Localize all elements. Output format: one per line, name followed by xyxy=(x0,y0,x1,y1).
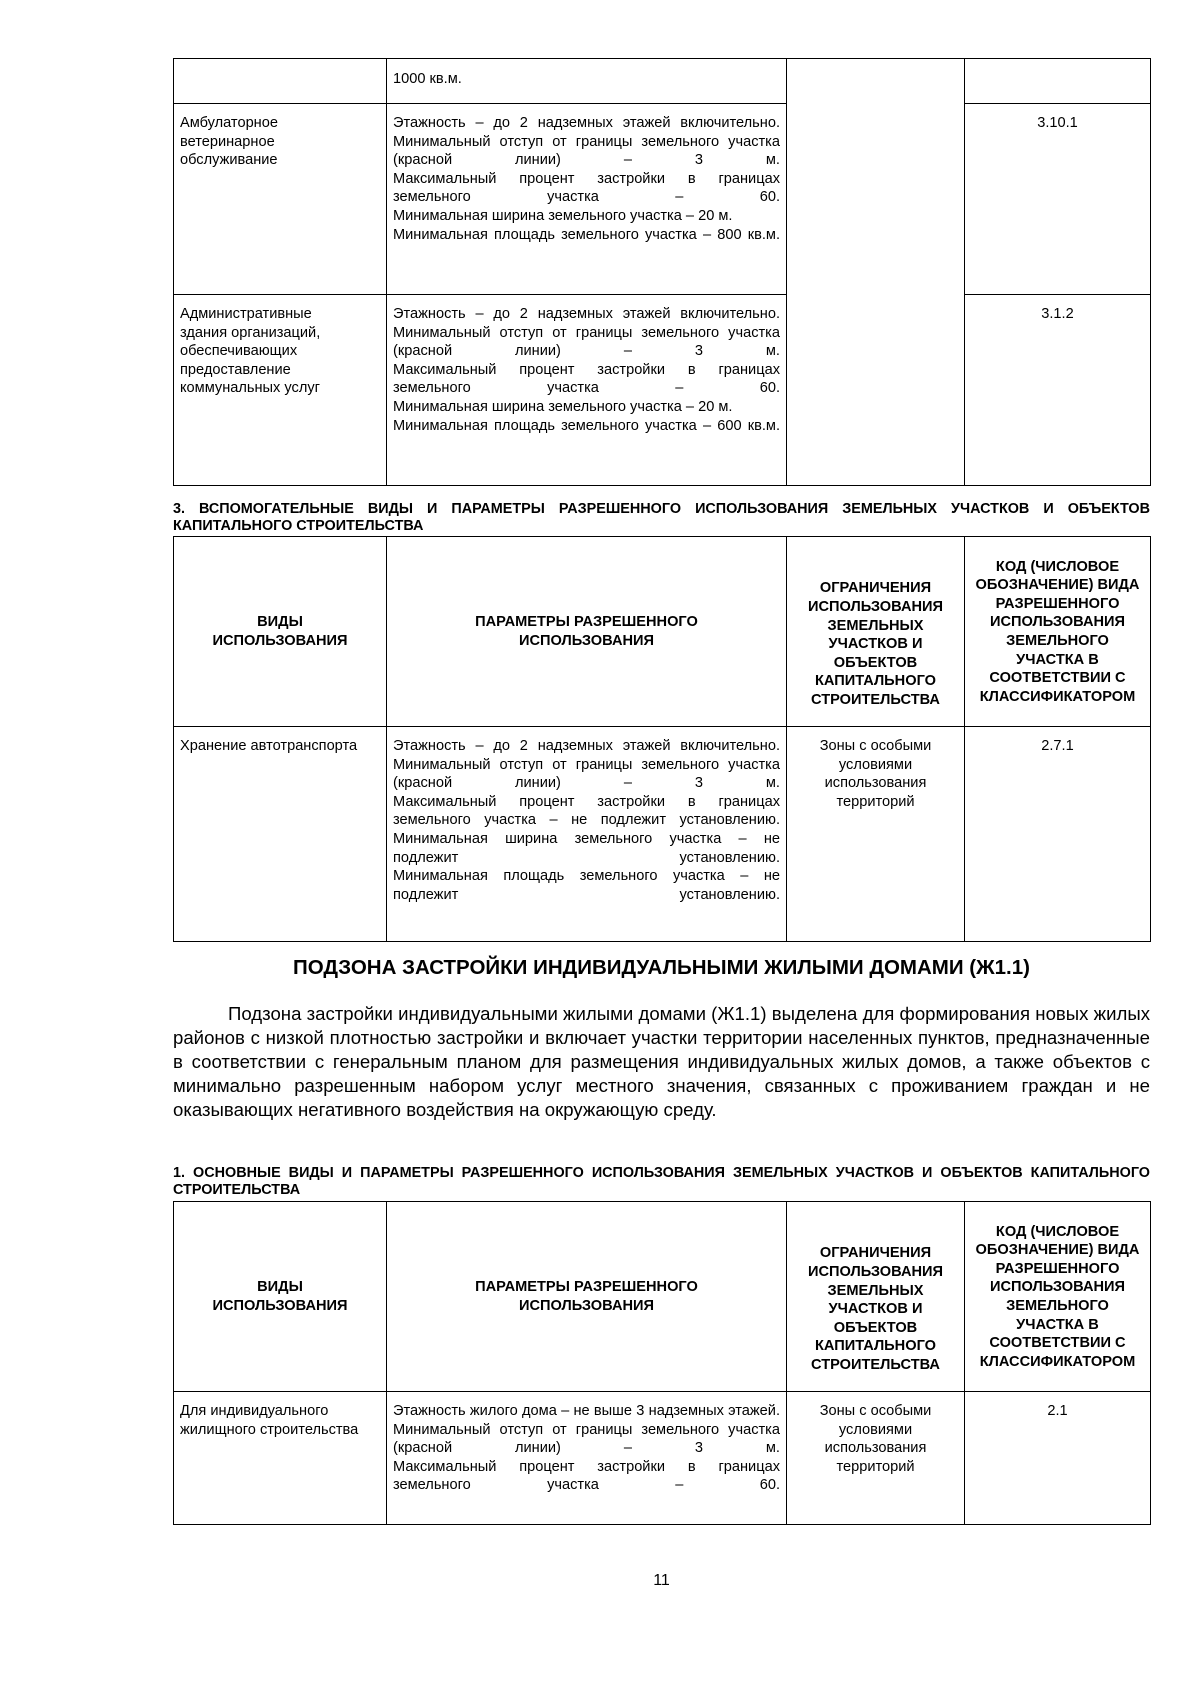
code-value: 2.7.1 xyxy=(1041,738,1074,754)
cell-code xyxy=(965,1392,1151,1525)
subzone-paragraph: Подзона застройки индивидуальными жилыми домами (Ж1.1) выделена для формирования новых жилых районов с низкой плотностью застройки и включает участки территории населенных пунктов, предназначенные в соответствии с генеральным планом для размещения индивидуальных жилых домов, а также объектов с минимально разрешенным набором услуг местного значения, связанных с проживанием граждан и не оказывающих негативного воздействия на окружающую среду. xyxy=(173,1003,1150,1121)
param-line: Этажность – до 2 надземных этажей включительно. xyxy=(393,115,780,131)
kind-label: Административные здания организаций, обеспечивающих предоставление коммунальных услуг xyxy=(180,306,321,397)
param-line: Минимальная площадь земельного участка – 600 кв.м. xyxy=(393,417,780,434)
table-continued xyxy=(173,58,1151,486)
header-kind: ВИДЫ ИСПОЛЬЗОВАНИЯ xyxy=(174,537,387,727)
cell-kind xyxy=(174,59,387,104)
param-line: Минимальная площадь земельного участка – не подлежит установлению. xyxy=(393,868,780,903)
cell-params xyxy=(387,295,787,486)
section-heading: 1. ОСНОВНЫЕ ВИДЫ И ПАРАМЕТРЫ РАЗРЕШЕННОГО ИСПОЛЬЗОВАНИЯ ЗЕМЕЛЬНЫХ УЧАСТКОВ И ОБЪЕКТОВ КАПИТАЛЬНОГО СТРОИТЕЛЬСТВА xyxy=(173,1165,1150,1198)
cell-limits xyxy=(787,727,965,942)
table-header-row xyxy=(174,1202,1151,1392)
header-params: ПАРАМЕТРЫ РАЗРЕШЕННОГО ИСПОЛЬЗОВАНИЯ xyxy=(387,537,787,727)
param-line: Минимальная ширина земельного участка – не подлежит установлению. xyxy=(393,830,780,866)
cell-params xyxy=(387,727,787,942)
limits-value: Зоны с особыми условиями использования территорий xyxy=(819,738,932,810)
table-main-uses xyxy=(173,1201,1151,1525)
param-line: Минимальная площадь земельного участка – 800 кв.м. xyxy=(393,226,780,243)
subzone-title: ПОДЗОНА ЗАСТРОЙКИ ИНДИВИДУАЛЬНЫМИ ЖИЛЫМИ ДОМАМИ (Ж1.1) xyxy=(293,956,1030,979)
param-line: Минимальная ширина земельного участка – 20 м. xyxy=(393,207,733,224)
cell-kind xyxy=(174,727,387,942)
cell-code xyxy=(965,104,1151,295)
table-row xyxy=(174,1392,1151,1525)
param-line: Минимальный отступ от границы земельного участка (красной линии) – 3 м. xyxy=(393,756,780,792)
table-header-row xyxy=(174,537,1151,727)
cell-params xyxy=(387,104,787,295)
param-line: Минимальная ширина земельного участка – 20 м. xyxy=(393,398,733,415)
header-kind: ВИДЫ ИСПОЛЬЗОВАНИЯ xyxy=(174,1202,387,1392)
table-row xyxy=(174,727,1151,942)
kind-label: Амбулаторное ветеринарное обслуживание xyxy=(180,115,278,169)
limits-value: Зоны с особыми условиями использования территорий xyxy=(819,1403,932,1475)
cell-code xyxy=(965,59,1151,104)
param-line: Этажность жилого дома – не выше 3 надземных этажей. xyxy=(393,1403,780,1419)
param-line: Минимальный отступ от границы земельного участка (красной линии) – 3 м. xyxy=(393,1421,780,1457)
header-code: КОД (ЧИСЛОВОЕ ОБОЗНАЧЕНИЕ) ВИДА РАЗРЕШЕННОГО ИСПОЛЬЗОВАНИЯ ЗЕМЕЛЬНОГО УЧАСТКА В СООТВЕТСТВИИ С КЛАССИФИКАТОРОМ xyxy=(965,537,1151,727)
cell-limits-merged xyxy=(787,59,965,486)
table-auxiliary-uses xyxy=(173,536,1151,942)
param-line: Максимальный процент застройки в границах земельного участка – 60. xyxy=(393,361,780,397)
cell-limits xyxy=(787,1392,965,1525)
header-limits: ОГРАНИЧЕНИЯ ИСПОЛЬЗОВАНИЯ ЗЕМЕЛЬНЫХ УЧАСТКОВ И ОБЪЕКТОВ КАПИТАЛЬНОГО СТРОИТЕЛЬСТВА xyxy=(787,537,965,727)
cell-kind xyxy=(174,295,387,486)
table-row xyxy=(174,59,1151,104)
table-row xyxy=(174,104,1151,295)
kind-label: Хранение автотранспорта xyxy=(180,738,358,754)
code-value: 3.10.1 xyxy=(1037,115,1078,131)
page-number: 11 xyxy=(653,1572,670,1589)
param-line: Этажность – до 2 надземных этажей включительно. xyxy=(393,306,780,322)
kind-label: Для индивидуального жилищного строительства xyxy=(180,1403,359,1438)
cell-code xyxy=(965,727,1151,942)
cell-kind xyxy=(174,104,387,295)
cell-code xyxy=(965,295,1151,486)
cell-params xyxy=(387,1392,787,1525)
param-line: Максимальный процент застройки в границах земельного участка – 60. xyxy=(393,170,780,206)
param-line: 1000 кв.м. xyxy=(393,71,462,87)
section-heading: 3. ВСПОМОГАТЕЛЬНЫЕ ВИДЫ И ПАРАМЕТРЫ РАЗРЕШЕННОГО ИСПОЛЬЗОВАНИЯ ЗЕМЕЛЬНЫХ УЧАСТКОВ И ОБЪЕКТОВ КАПИТАЛЬНОГО СТРОИТЕЛЬСТВА xyxy=(173,501,1150,534)
cell-params xyxy=(387,59,787,104)
param-line: Минимальный отступ от границы земельного участка (красной линии) – 3 м. xyxy=(393,324,780,360)
table-row xyxy=(174,295,1151,486)
header-limits: ОГРАНИЧЕНИЯ ИСПОЛЬЗОВАНИЯ ЗЕМЕЛЬНЫХ УЧАСТКОВ И ОБЪЕКТОВ КАПИТАЛЬНОГО СТРОИТЕЛЬСТВА xyxy=(787,1202,965,1392)
param-line: Минимальный отступ от границы земельного участка (красной линии) – 3 м. xyxy=(393,133,780,169)
header-code: КОД (ЧИСЛОВОЕ ОБОЗНАЧЕНИЕ) ВИДА РАЗРЕШЕННОГО ИСПОЛЬЗОВАНИЯ ЗЕМЕЛЬНОГО УЧАСТКА В СООТВЕТСТВИИ С КЛАССИФИКАТОРОМ xyxy=(965,1202,1151,1392)
cell-kind xyxy=(174,1392,387,1525)
header-params: ПАРАМЕТРЫ РАЗРЕШЕННОГО ИСПОЛЬЗОВАНИЯ xyxy=(387,1202,787,1392)
param-line: Максимальный процент застройки в границах земельного участка – не подлежит установлению. xyxy=(393,793,780,829)
code-value: 3.1.2 xyxy=(1041,306,1074,322)
param-line: Этажность – до 2 надземных этажей включительно. xyxy=(393,738,780,754)
code-value: 2.1 xyxy=(1047,1403,1068,1419)
param-line: Максимальный процент застройки в границах земельного участка – 60. xyxy=(393,1458,780,1494)
